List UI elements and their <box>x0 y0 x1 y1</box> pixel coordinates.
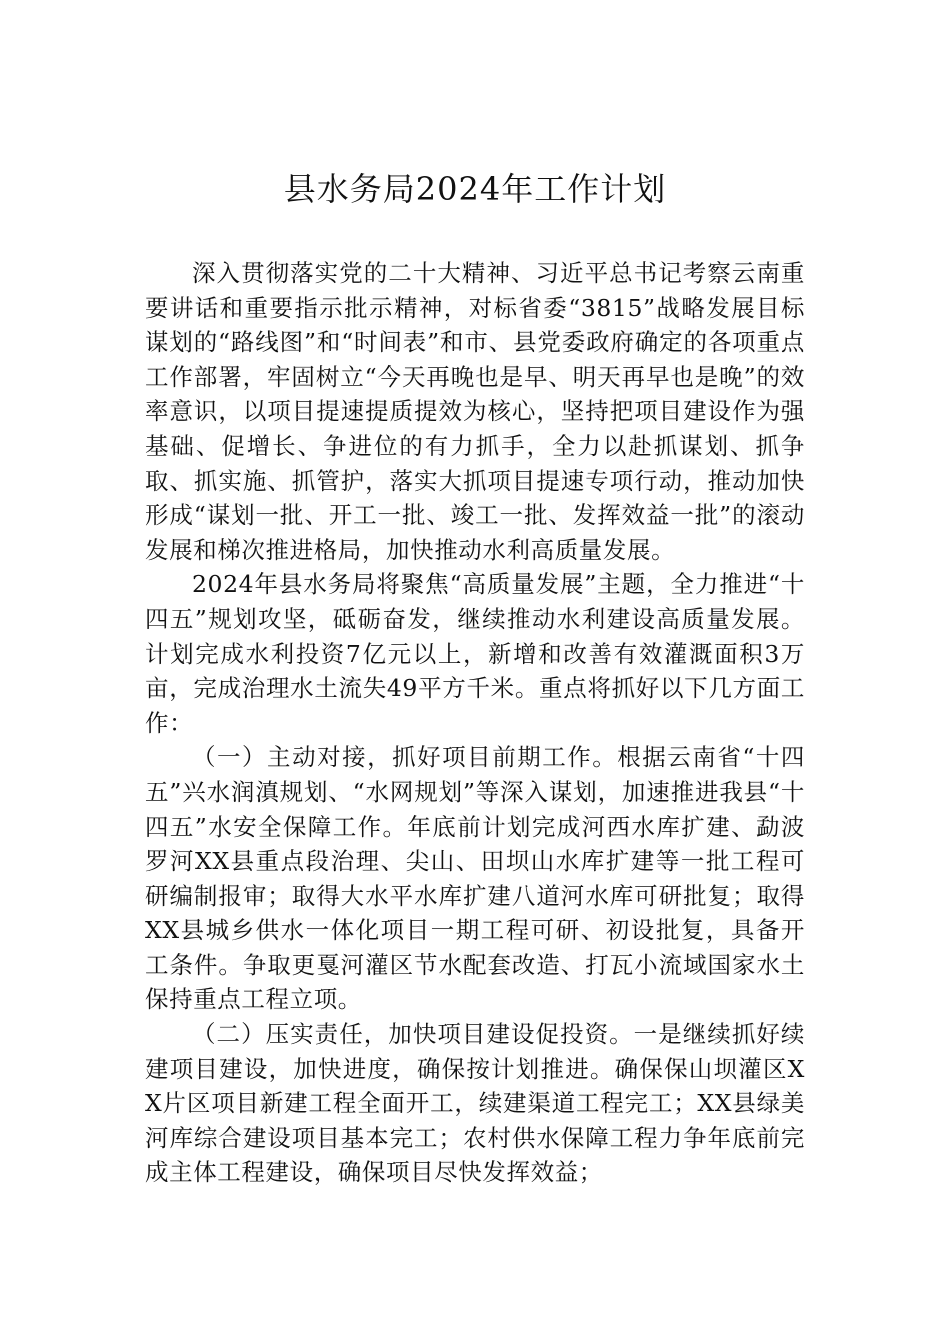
paragraph-section-two: （二）压实责任，加快项目建设促投资。一是继续抓好续建项目建设，加快进度，确保按计划推进。确保保山坝灌区XX片区项目新建工程全面开工，续建渠道工程完工；XX县绿美河库综合建设项目基本完工；农村供水保障工程力争年底前完成主体工程建设，确保项目尽快发挥效益； <box>145 1020 805 1187</box>
paragraph-intro: 深入贯彻落实党的二十大精神、习近平总书记考察云南重要讲话和重要指示批示精神，对标省委“3815”战略发展目标谋划的“路线图”和“时间表”和市、县党委政府确定的各项重点工作部署，牢固树立“今天再晚也是早、明天再早也是晚”的效率意识，以项目提速提质提效为核心，坚持把项目建设作为强基础、促增长、争进位的有力抓手，全力以赴抓谋划、抓争取、抓实施、抓管护，落实大抓项目提速专项行动，推动加快形成“谋划一批、开工一批、竣工一批、发挥效益一批”的滚动发展和梯次推进格局，加快推动水利高质量发展。 <box>145 259 805 564</box>
document-title: 县水务局2024年工作计划 <box>283 170 667 208</box>
paragraph-goals: 2024年县水务局将聚焦“高质量发展”主题，全力推进“十四五”规划攻坚，砥砺奋发，继续推动水利建设高质量发展。计划完成水利投资7亿元以上，新增和改善有效灌溉面积3万亩，完成治理水土流失49平方千米。重点将抓好以下几方面工作： <box>145 570 805 737</box>
paragraph-section-one: （一）主动对接，抓好项目前期工作。根据云南省“十四五”兴水润滇规划、“水网规划”等深入谋划，加速推进我县“十四五”水安全保障工作。年底前计划完成河西水库扩建、勐波罗河XX县重点段治理、尖山、田坝山水库扩建等一批工程可研编制报审；取得大水平水库扩建八道河水库可研批复；取得XX县城乡供水一体化项目一期工程可研、初设批复，具备开工条件。争取更戛河灌区节水配套改造、打瓦小流域国家水土保持重点工程立项。 <box>145 743 805 1014</box>
document-body <box>145 256 805 1190</box>
